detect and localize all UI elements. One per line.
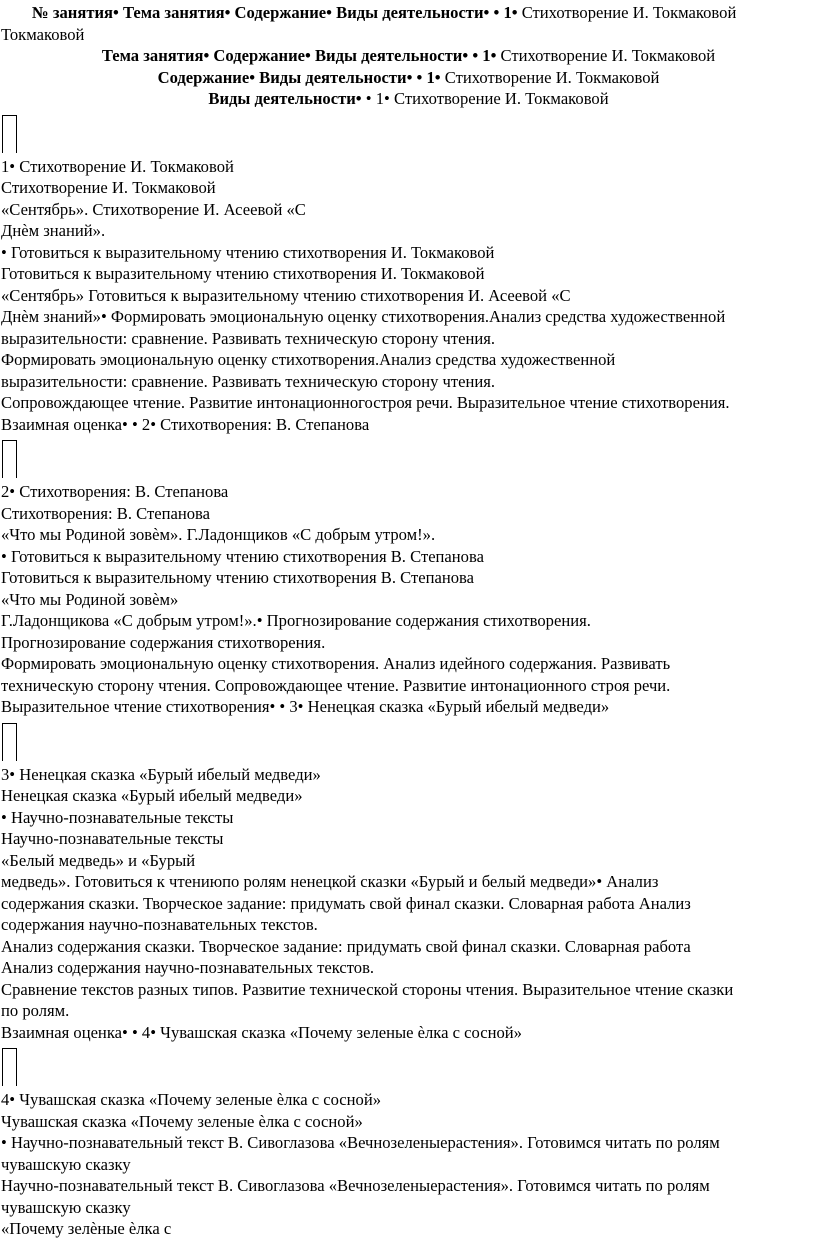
header-line-3-text: Стихотворение И. Токмаковой [440,67,660,87]
lesson-4-line: «Почему зелѐные ѐлка с [1,1219,172,1238]
table-header [1,2,816,110]
lesson-4 [1,1089,816,1240]
lesson-1 [1,156,816,436]
lesson-2-line: Готовиться к выразительному чтению стихотворения В. Степанова [1,568,475,587]
header-line-4-bold: Виды деятельности• [208,89,362,108]
lesson-4-line: Научно-познавательный текст В. Сивоглазова «Вечнозеленыерастения». Готовимся читать по ролям [1,1176,710,1195]
lesson-4-line: чувашскую сказку [1,1197,131,1217]
lesson-3-line: Анализ содержания сказки. Творческое задание: придумать свой финал сказки. Словарная работа [1,936,691,956]
header-line-2-text: Стихотворение И. Токмаковой [496,46,716,65]
lesson-4-line: 4• Чувашская сказка «Почему зеленые ѐлка с сосной» [1,1090,382,1109]
lesson-4-line: Чувашская сказка «Почему зеленые ѐлка с сосной» [1,1111,363,1131]
lesson-3-line: содержания научно-познавательных текстов. [1,915,318,934]
lesson-3-line: «Белый медведь» и «Бурый [1,850,196,870]
lesson-1-line: 1• Стихотворение И. Токмаковой [1,156,234,176]
header-line-3 [1,67,816,89]
lesson-1-line: Днѐм знаний». [1,221,106,240]
lesson-1-line: • Готовиться к выразительному чтению стихотворения И. Токмаковой [1,242,495,262]
lesson-4-line: чувашскую сказку [1,1154,131,1174]
lesson-2-line: • Готовиться к выразительному чтению стихотворения В. Степанова [1,546,484,566]
lesson-3-line: медведь». Готовиться к чтениюпо ролям ненецкой сказки «Бурый и белый медведи»• Анализ [1,872,659,891]
header-line-1-text: Стихотворение И. Токмаковой [517,3,737,22]
lesson-2-line: Выразительное чтение стихотворения• • 3• Ненецкая сказка «Бурый ибелый медведи» [1,697,610,716]
lesson-3-line: 3• Ненецкая сказка «Бурый ибелый медведи» [1,764,321,784]
lesson-1-line: Сопровождающее чтение. Развитие интонационногостроя речи. Выразительное чтение стихотворения. [1,393,730,412]
lesson-2-line: «Что мы Родиной зовѐм» [1,589,179,609]
lesson-2-line: Формировать эмоциональную оценку стихотворения. Анализ идейного содержания. Развивать [1,654,671,673]
header-line-1 [1,2,816,24]
header-line-1-bold: № занятия• Тема занятия• Содержание• Виды деятельности• • 1• [32,3,518,22]
lesson-1-line: Формировать эмоциональную оценку стихотворения.Анализ средства художественной [1,350,616,369]
lesson-1-line: «Сентябрь». Стихотворение И. Асеевой «С [1,199,306,219]
lesson-1-line: «Сентябрь» Готовиться к выразительному чтению стихотворения И. Асеевой «С [1,285,571,305]
lesson-3-line: Ненецкая сказка «Бурый ибелый медведи» [1,786,303,805]
lesson-1-line: Готовиться к выразительному чтению стихотворения И. Токмаковой [1,264,485,283]
lesson-3-line: по ролям. [1,1001,70,1020]
empty-cell-marker [1,110,816,156]
header-line-4 [1,88,816,110]
empty-cell-marker [1,1043,816,1089]
header-line-2-bold: Тема занятия• Содержание• Виды деятельности• • 1• [101,46,497,65]
header-line-4-text: • 1• Стихотворение И. Токмаковой [361,89,609,108]
lesson-2-line: техническую сторону чтения. Сопровождающее чтение. Развитие интонационного строя речи. [1,675,671,695]
empty-cell-marker [1,718,816,764]
lesson-2-line: Стихотворения: В. Степанова [1,503,211,523]
lesson-2 [1,481,816,718]
lesson-2-line: Г.Ладонщикова «С добрым утром!».• Прогнозирование содержания стихотворения. [1,611,591,630]
lesson-1-line: Днѐм знаний»• Формировать эмоциональную оценку стихотворения.Анализ средства художественной [1,307,726,326]
lesson-3-line: • Научно-познавательные тексты [1,807,234,827]
lesson-3-line: Научно-познавательные тексты [1,829,224,848]
lesson-4-line: • Научно-познавательный текст В. Сивоглазова «Вечнозеленыерастения». Готовимся читать по ролям [1,1133,720,1152]
header-line-1-wrap: Токмаковой [1,24,85,44]
lesson-3-line: Сравнение текстов разных типов. Развитие технической стороны чтения. Выразительное чтение сказки [1,979,734,999]
lesson-2-line: 2• Стихотворения: В. Степанова [1,482,229,501]
empty-cell-marker [1,435,816,481]
lesson-1-line: выразительности: сравнение. Развивать техническую сторону чтения. [1,371,496,391]
lesson-1-line: Стихотворение И. Токмаковой [1,178,216,197]
lesson-3 [1,764,816,1044]
lesson-1-line: выразительности: сравнение. Развивать техническую сторону чтения. [1,328,496,348]
header-line-3-bold: Содержание• Виды деятельности• • 1• [157,67,441,87]
lesson-2-line: «Что мы Родиной зовѐм». Г.Ладонщиков «С добрым утром!». [1,525,436,544]
lesson-1-line: Взаимная оценка• • 2• Стихотворения: В. Степанова [1,414,370,434]
header-line-2 [1,45,816,67]
lesson-3-line: Анализ содержания научно-познавательных текстов. [1,958,375,977]
lesson-3-line: Взаимная оценка• • 4• Чувашская сказка «Почему зеленые ѐлка с сосной» [1,1022,522,1042]
lesson-2-line: Прогнозирование содержания стихотворения. [1,632,326,652]
lesson-3-line: содержания сказки. Творческое задание: придумать свой финал сказки. Словарная работа Анализ [1,893,691,913]
